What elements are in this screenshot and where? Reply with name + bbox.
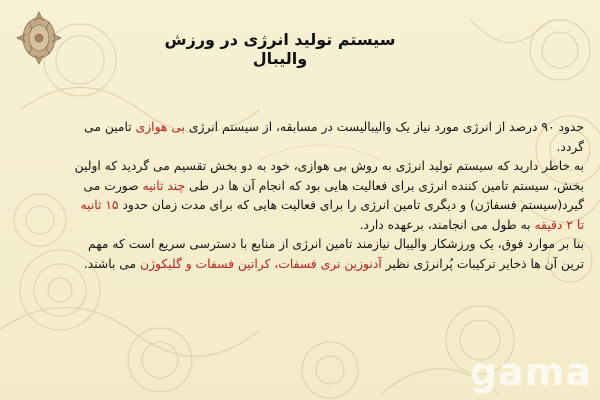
paragraph-1 (74, 118, 584, 157)
text-run: بنا بر موارد فوق، یک ورزشکار والیبال نیازمند تامین انرژی از منابع با دسترسی سریع است که مهم ترین آن ها ذخایر ترکیبات پُرانرژی نظیر (88, 237, 584, 271)
text-run: به خاطر دارید که سیستم تولید انرژی به روش بی هوازی، خود به دو بخش تقسیم می گردید که اولین بخش، سیستم تامین کننده انرژی برای فعالیت هایی بود که انجام آن ها در طی (74, 159, 584, 193)
text-run: تامین می گردد. (84, 120, 584, 154)
highlighted-term: چند ثانیه (142, 178, 186, 193)
slide-title: سیستم تولید انرژی در ورزش والیبال (164, 30, 396, 68)
slide-body (74, 118, 584, 274)
highlighted-term: ۱۵ ثانیه تا ۲ دقیقه (80, 198, 584, 232)
text-run: صورت می گیرد(سیستم فسفاژن) و دیگری تامین انرژی را برای فعالیت هایی که برای مدت زمان حدود (83, 178, 584, 212)
ornamental-emblem-icon (10, 8, 68, 72)
highlighted-term: آدنوزین تری فسفات، کراتین فسفات و گلیکوژن (140, 256, 382, 271)
paragraph-2 (74, 157, 584, 235)
text-run: به طول می انجامند، برعهده دارد. (359, 217, 535, 232)
text-run: می باشند. (83, 256, 141, 271)
paragraph-3 (74, 235, 584, 274)
highlighted-term: بی هوازی (135, 120, 185, 134)
gama-watermark: gama (469, 350, 592, 394)
text-run: حدود ۹۰ درصد از انرژی مورد نیاز یک والیبالیست در مسابقه، از سیستم انرژی (185, 120, 584, 134)
